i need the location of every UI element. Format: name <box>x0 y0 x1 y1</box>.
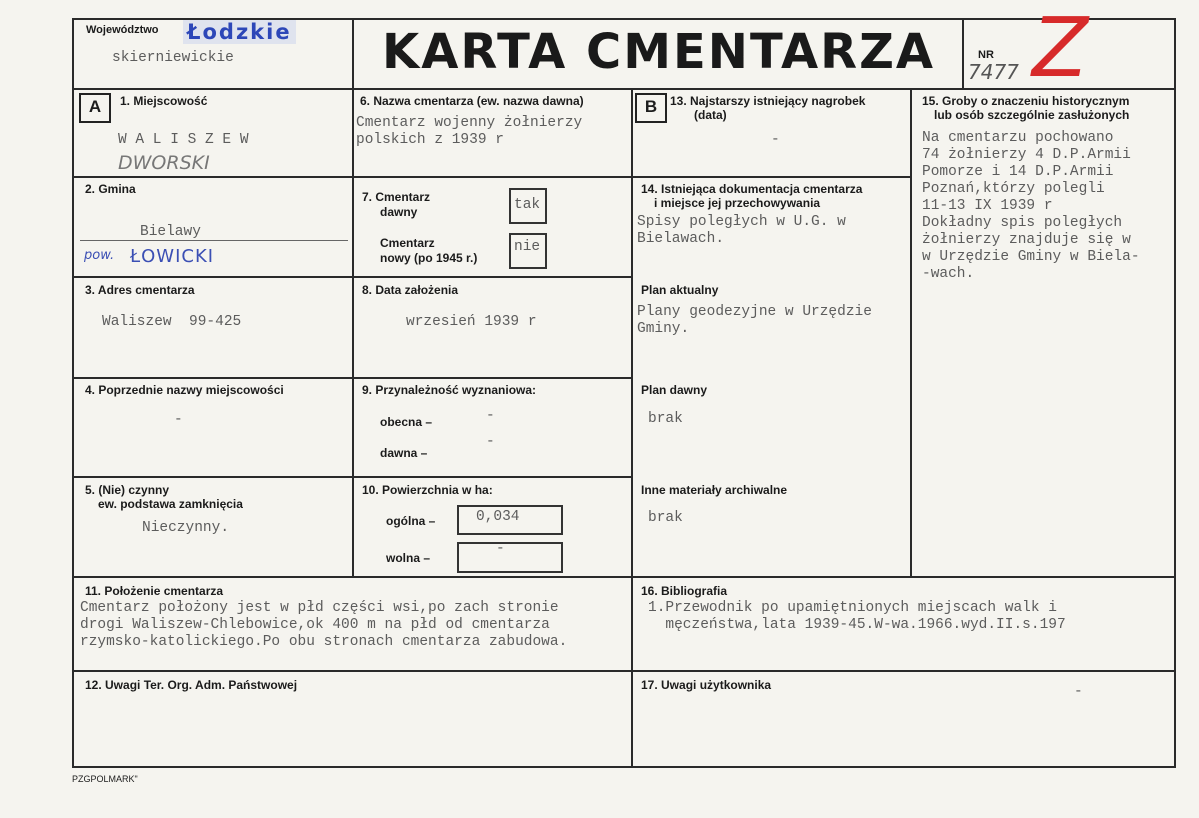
card-title: KARTA CMENTARZA <box>382 24 936 80</box>
f6-typed-2: polskich z 1939 r <box>356 132 504 148</box>
f10-wolna-value: - <box>496 541 505 557</box>
c1-row-2 <box>72 276 354 278</box>
f9-label: 9. Przynależność wyznaniowa: <box>362 383 537 397</box>
f10-ogolna-label: ogólna – <box>386 514 436 528</box>
f6-label: 6. Nazwa cmentarza (ew. nazwa dawna) <box>360 94 584 108</box>
f1-label: 1. Miejscowość <box>120 94 208 108</box>
gmina-underline <box>80 240 348 241</box>
f15-line: Poznań,którzy polegli <box>922 181 1105 197</box>
plan-dawny-label: Plan dawny <box>641 383 708 397</box>
f15-line: Dokładny spis poległych <box>922 215 1123 231</box>
c1-row-4 <box>72 476 354 478</box>
f15-label-1: 15. Groby o znaczeniu historycznym <box>922 94 1130 108</box>
f9-dawna-value: - <box>486 434 495 450</box>
f15-line: -wach. <box>922 266 975 282</box>
section-a-box: A <box>79 93 111 123</box>
frame-left <box>72 18 74 768</box>
c3-row-1 <box>631 176 912 178</box>
nr-value: 7477 <box>968 60 1019 84</box>
f7-value-b: nie <box>514 239 541 255</box>
frame-right <box>1174 18 1176 768</box>
f9-obecna-value: - <box>486 408 495 424</box>
c2-row-2 <box>352 276 633 278</box>
f13-label-1: 13. Najstarszy istniejący nagrobek <box>670 94 866 108</box>
mark-letter: Z <box>1032 1 1089 96</box>
f1-hand: DWORSKI <box>118 152 210 174</box>
f15-line: Pomorze i 14 D.P.Armii <box>922 164 1114 180</box>
f2-hand: ŁOWICKI <box>130 246 215 267</box>
f7-label-b2: nowy (po 1945 r.) <box>380 251 478 265</box>
plan-aktualny-line-1: Plany geodezyjne w Urzędzie <box>637 304 872 320</box>
plan-aktualny-label: Plan aktualny <box>641 283 719 297</box>
f13-typed: - <box>771 132 780 148</box>
f11-line-1: Cmentarz położony jest w płd części wsi,po zach stronie <box>80 600 559 616</box>
f7-value-a: tak <box>514 197 541 213</box>
f15-line: w Urzędzie Gminy w Biela- <box>922 249 1140 265</box>
f15-line: Na cmentarzu pochowano <box>922 130 1114 146</box>
plan-dawny-value: brak <box>648 411 683 427</box>
f7-label-a1: 7. Cmentarz <box>362 190 431 204</box>
c2-row-1 <box>352 176 633 178</box>
f12-label: 12. Uwagi Ter. Org. Adm. Państwowej <box>85 678 298 692</box>
f16-line-1: 1.Przewodnik po upamiętnionych miejscach walk i <box>648 600 1057 616</box>
f11-line-2: drogi Waliszew-Chlebowice,ok 400 m na płd od cmentarza <box>80 617 550 633</box>
f16-label: 16. Bibliografia <box>641 584 728 598</box>
wojewodztwo-stamp: Łodzkie <box>183 20 296 44</box>
f1-typed: W A L I S Z E W <box>118 132 249 148</box>
c2-row-4 <box>352 476 633 478</box>
header-bottom <box>72 88 1176 90</box>
header-div-2 <box>962 18 964 90</box>
col-div-1 <box>352 88 354 578</box>
f6-typed-1: Cmentarz wojenny żołnierzy <box>356 115 583 131</box>
f5-label-1: 5. (Nie) czynny <box>85 483 170 497</box>
f4-typed: - <box>174 412 183 428</box>
printer-mark: PZGPOLMARK" <box>72 774 138 784</box>
f16-line-2: męczeństwa,lata 1939-45.W-wa.1966.wyd.II.s.197 <box>648 617 1066 633</box>
section-b-box: B <box>635 93 667 123</box>
f15-line: żołnierzy znajduje się w <box>922 232 1131 248</box>
inne-materialy-label: Inne materiały archiwalne <box>641 483 788 497</box>
wojewodztwo-label: Województwo <box>86 24 159 36</box>
f14-typed-2: Bielawach. <box>637 231 725 247</box>
f2-label: 2. Gmina <box>85 182 136 196</box>
c1-row-1 <box>72 176 354 178</box>
nr-label: NR <box>978 49 994 61</box>
header-div-1 <box>352 18 354 90</box>
f5-typed: Nieczynny. <box>142 520 230 536</box>
f5-label-2: ew. podstawa zamknięcia <box>98 497 243 511</box>
col-div-2 <box>631 88 633 768</box>
row-11-top <box>72 576 1176 578</box>
f14-typed-1: Spisy poległych w U.G. w <box>637 214 846 230</box>
c2-row-3 <box>352 377 633 379</box>
c1-row-3 <box>72 377 354 379</box>
f7-label-b1: Cmentarz <box>380 236 435 250</box>
col-div-3 <box>910 88 912 578</box>
f10-label: 10. Powierzchnia w ha: <box>362 483 493 497</box>
f9-dawna-label: dawna – <box>380 446 428 460</box>
f10-wolna-box <box>457 542 563 573</box>
row-12-top <box>72 670 1176 672</box>
f10-wolna-label: wolna – <box>386 551 431 565</box>
f2-hand-prefix: pow. <box>84 248 115 263</box>
plan-aktualny-line-2: Gminy. <box>637 321 690 337</box>
f11-line-3: rzymsko-katolickiego.Po obu stronach cmentarza zabudowa. <box>80 634 568 650</box>
f13-label-2: (data) <box>694 108 727 122</box>
f11-label: 11. Położenie cmentarza <box>85 584 224 598</box>
f15-line: 74 żołnierzy 4 D.P.Armii <box>922 147 1131 163</box>
f8-label: 8. Data założenia <box>362 283 459 297</box>
wojewodztwo-typed: skierniewickie <box>112 50 234 66</box>
f17-typed: - <box>1074 684 1083 700</box>
f15-line: 11-13 IX 1939 r <box>922 198 1053 214</box>
f14-label-1: 14. Istniejąca dokumentacja cmentarza <box>641 182 863 196</box>
f14-label-2: i miejsce jej przechowywania <box>654 196 821 210</box>
inne-materialy-value: brak <box>648 510 683 526</box>
f3-typed: Waliszew 99-425 <box>102 314 242 330</box>
f3-label: 3. Adres cmentarza <box>85 283 195 297</box>
f17-label: 17. Uwagi użytkownika <box>641 678 772 692</box>
f15-label-2: lub osób szczególnie zasłużonych <box>934 108 1130 122</box>
f2-typed: Bielawy <box>140 224 201 240</box>
f4-label: 4. Poprzednie nazwy miejscowości <box>85 383 284 397</box>
f10-ogolna-value: 0,034 <box>476 509 520 525</box>
f7-label-a2: dawny <box>380 205 418 219</box>
f15-lines <box>922 130 1140 283</box>
frame-bottom <box>72 766 1176 768</box>
f8-typed: wrzesień 1939 r <box>406 314 537 330</box>
f9-obecna-label: obecna – <box>380 415 433 429</box>
